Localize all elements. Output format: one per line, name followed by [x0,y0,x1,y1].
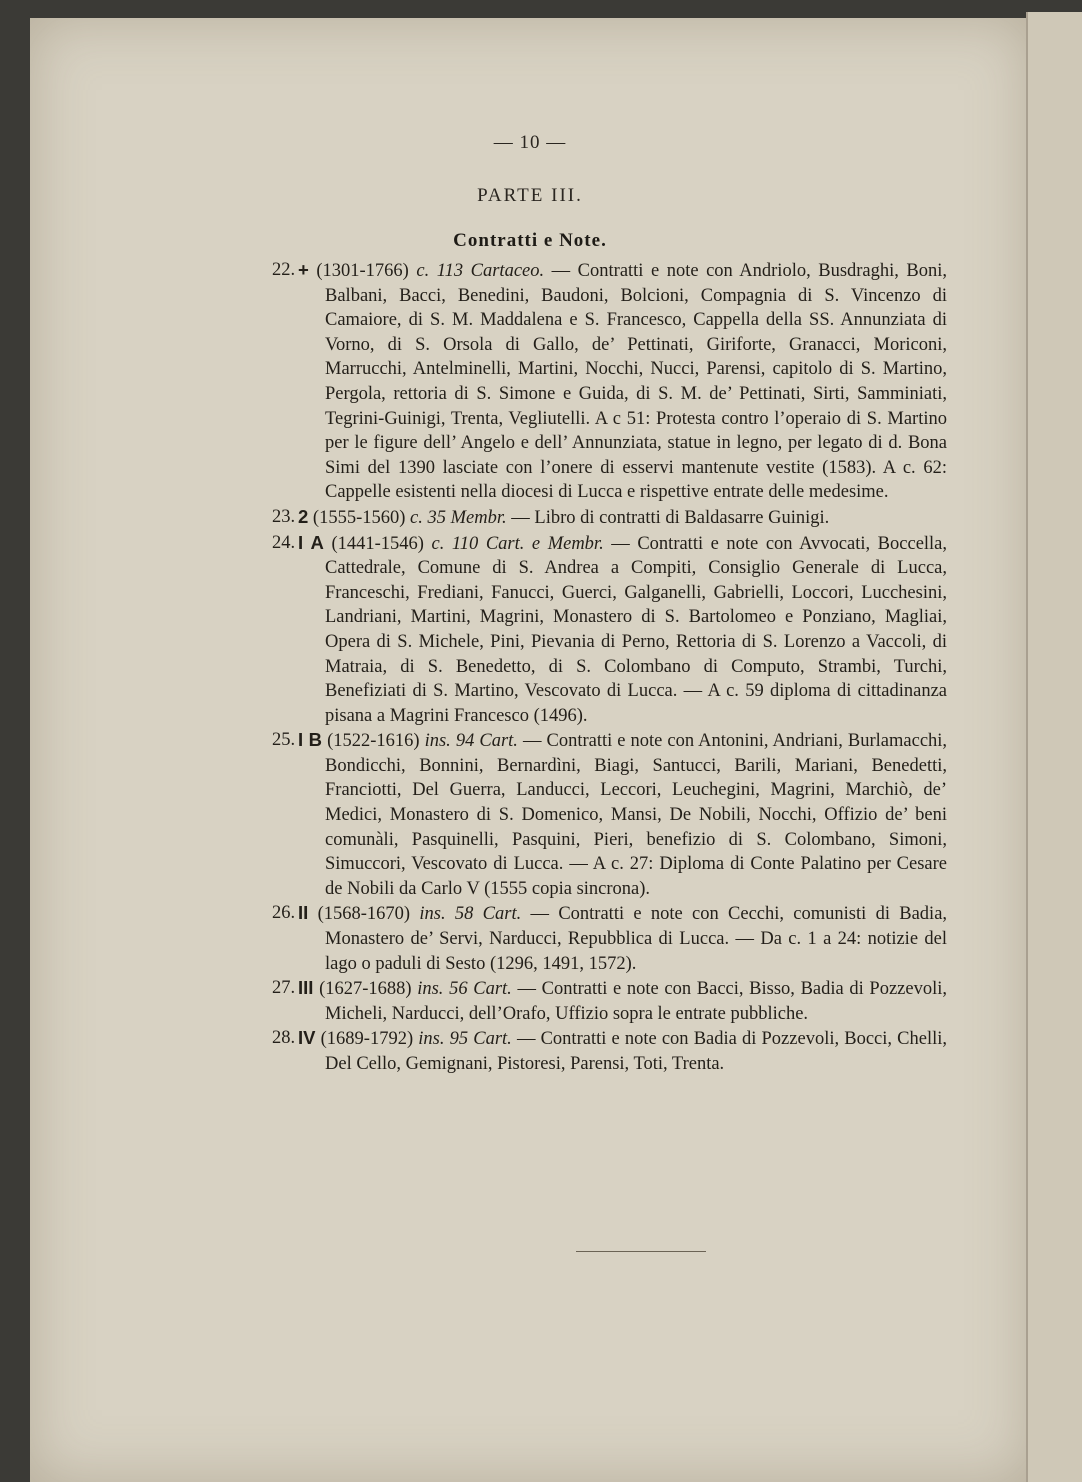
entry-signature: I A [298,531,324,553]
entry-pages: c. 113 [416,261,464,281]
entry-dates: (1441-1546) [331,533,424,554]
entry-number: 28. [272,1028,296,1049]
entry-text: — Contratti e note con Cecchi, comunisti di Badia, Monastero de’ Servi, Narducci, Repubblica di Lucca. — Da c. 1 a 24: notizie del lago o paduli di Sesto (1296, 1491, 1572). [325,904,948,974]
entry-dates: (1522-1616) [327,731,420,752]
entry-pages: ins. 56 [417,979,468,1000]
entry-text: — Libro di contratti di Baldasarre Guinigi. [511,507,830,528]
part-title: PARTE III. [477,185,583,206]
entry-signature: III [298,977,314,999]
catalog-entry [242,505,947,531]
entry-material: Cart. [482,904,522,925]
page-number: — 10 — [493,132,567,153]
entry-material: Cartaceo. [470,261,545,281]
entry-dates: (1555-1560) [312,507,406,528]
entry-signature: + [298,259,309,280]
entry-dates: (1301-1766) [316,261,409,281]
entry-text: — Contratti e note con Bacci, Bisso, Badia di Pozzevoli, Micheli, Narducci, dell’Orafo, Uffizio sopra le entrate pubbliche. [325,979,948,1024]
entry-signature: IV [298,1027,316,1049]
entry-dates: (1627-1688) [319,979,412,1000]
entry-text: — Contratti e note con Badia di Pozzevoli, Bocci, Chelli, Del Cello, Gemignani, Pistoresi, Parensi, Toti, Trenta. [325,1029,947,1074]
catalog-entry [242,531,947,729]
entry-signature: I B [298,729,323,751]
section-subtitle: Contratti e Note. [453,230,607,251]
entry-material: Membr. [450,507,507,528]
entry-text: — Contratti e note con Avvocati, Boccella, Cattedrale, Comune di S. Andrea a Compiti, Consiglio Generale di Lucca, Franceschi, Frediani, Fanucci, Guerci, Galganelli, Gabrielli, Loccori, Lucchesini, Landriani, Martini, Magrini, Monastero di S. Bartolomeo e Ponziano, Magliai, Opera di S. Michele, Pini, Pievania di Perno, Rettoria di S. Lorenzo a Vaccoli, di Matraia, di S. Benedetto, di S. Colombano di Computo, Strambi, Turchi, Benefiziati di S. Martino, Vescovato di Lucca. — A c. 59 diploma di cittadinanza pisana a Magrini Francesco (1496). [325,533,948,726]
catalog-entry [242,728,947,901]
entry-pages: c. 35 [410,507,446,528]
entry-number: 23. [272,506,296,527]
catalog-entry [242,258,947,505]
entry-dates: (1689-1792) [320,1029,414,1050]
entry-material: Cart. [473,979,512,1000]
entry-material: Cart. e Membr. [485,533,604,554]
entry-pages: ins. 58 [419,904,474,925]
entry-dates: (1568-1670) [317,904,411,925]
entry-text: — Contratti e note con Antonini, Andriani, Burlamacchi, Bondicchi, Bonnini, Bernardìni, Biagi, Santucci, Barili, Mariani, Benedetti, Franciotti, Del Guerra, Landucci, Leccori, Leuchegini, Magrini, Marchiò, de’ Medici, Monastero di S. Domenico, Mansi, De Nobili, Nocchi, Offizio de’ beni comunàli, Pasquinelli, Pasquini, Pieri, benefizio di S. Colombano, Simoni, Simuccori, Vescovato di Lucca. — A c. 27: Diploma di Conte Palatino per Cesare de Nobili da Carlo V (1555 copia sincrona). [325,731,948,899]
catalog-entry [242,1026,947,1076]
entry-number: 22. [272,260,296,280]
entry-number: 26. [272,903,296,924]
entry-number: 25. [272,730,296,751]
entry-pages: ins. 94 [424,731,475,752]
entry-material: Cart. [479,731,518,752]
entry-signature: 2 [298,505,309,527]
entry-signature: II [298,902,309,924]
entry-number: 24. [272,532,296,553]
entries-list [242,258,947,1077]
catalog-entry [242,976,947,1026]
entry-pages: ins. 95 [418,1029,469,1050]
facing-page-edge [1026,12,1082,1482]
entry-number: 27. [272,978,296,999]
entry-text: — Contratti e note con Andriolo, Busdraghi, Boni, Balbani, Bacci, Benedini, Baudoni, Bolcioni, Compagnia di S. Vincenzo di Camaiore, di S. M. Maddalena e S. Francesco, Cappella della SS. Annunziata di Vorno, di S. Orsola di Gallo, de’ Pettinati, Giriforte, Granacci, Moriconi, Marrucchi, Antelminelli, Martini, Nocchi, Nucci, Parensi, capitolo di S. Martino, Pergola, rettoria di S. Simone e Guida, di S. M. de’ Pettinati, Sirti, Samminiati, Tegrini-Guinigi, Trenta, Vegliutelli. A c 51: Protesta contro l’operaio di S. Martino per le figure dell’ Angelo e dell’ Annunziata, statue in legno, per legato di d. Bona Simi del 1390 lasciate con l’onere di esservi mantenute vestite (1583). A c. 62: Cappelle esistenti nella diocesi di Lucca e rispettive entrate delle medesime. [325,261,948,503]
closing-rule [576,1251,706,1252]
entry-material: Cart. [473,1029,512,1050]
catalog-entry [242,901,947,976]
entry-pages: c. 110 [431,533,479,554]
